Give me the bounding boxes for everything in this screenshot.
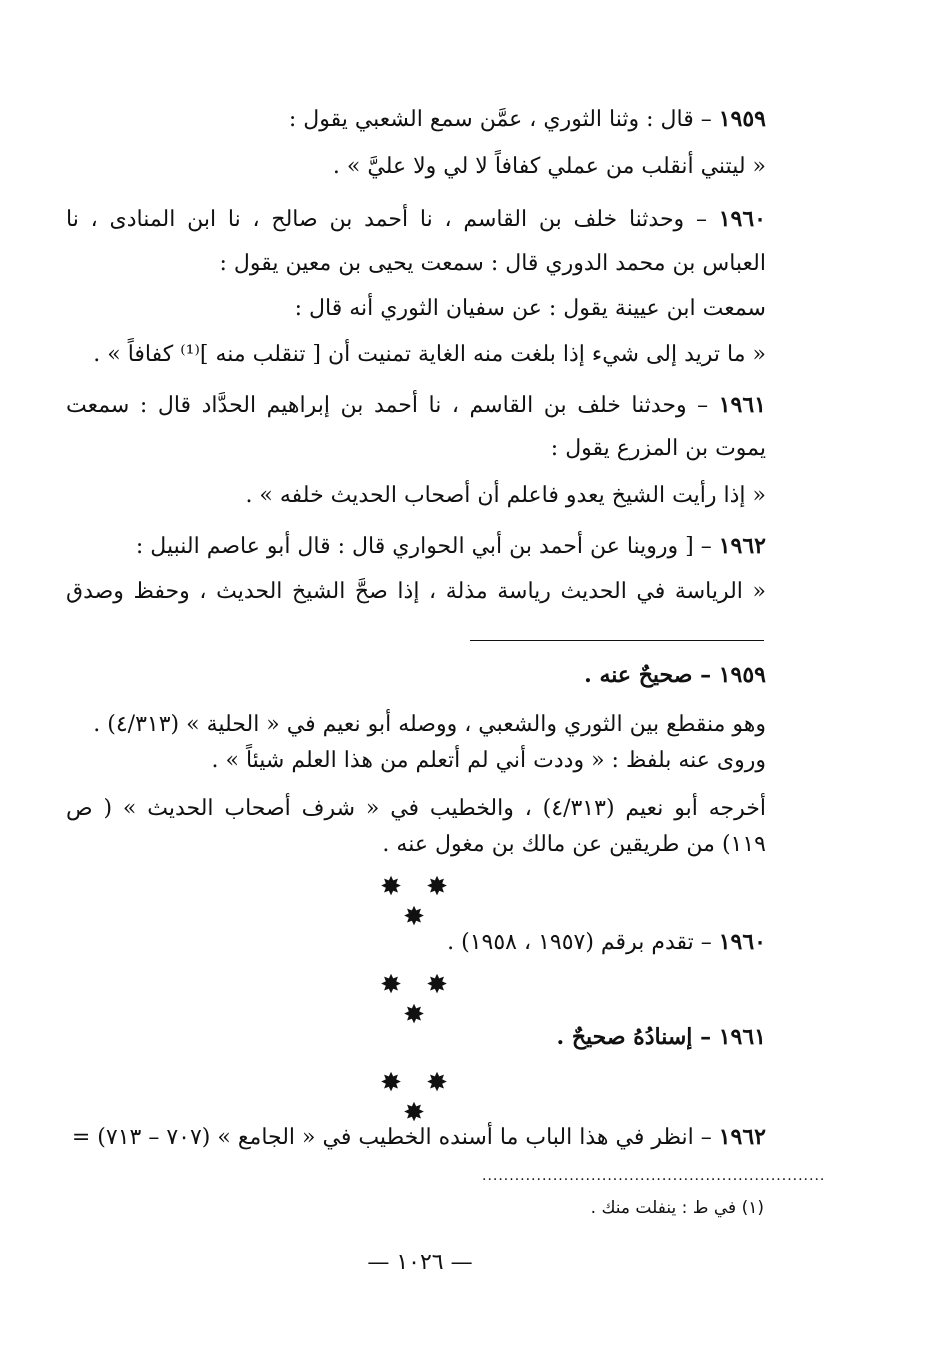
note-1959-line-1: وهو منقطع بين الثوري والشعبي ، ووصله أبو نعيم في « الحلية » (٤/٣١٣) . <box>93 712 766 737</box>
paragraph-1959-line-1: ١٩٥٩ – قال : وثنا الثوري ، عمَّن سمع الشعبي يقول : <box>288 106 766 132</box>
note-number: ١٩٥٩ <box>718 662 766 688</box>
hadith-number: ١٩٥٩ <box>718 106 766 132</box>
notes-separator <box>470 640 764 641</box>
paragraph-1960-line-1: ١٩٦٠ – وحدثنا خلف بن القاسم ، نا أحمد بن صالح ، نا ابن المنادى ، نا <box>66 206 766 232</box>
footnote-1: (١) في ط : ينفلت منك . <box>590 1198 764 1218</box>
note-1961: ١٩٦١ – إسنادُهُ صحيحٌ . <box>556 1024 766 1050</box>
footnote-separator-dots: ............................................................... <box>482 1168 826 1184</box>
note-1959-heading: ١٩٥٩ – صحيحٌ عنه . <box>584 662 766 688</box>
hadith-number: ١٩٦٢ <box>718 533 766 559</box>
note-1959-line-4: ١١٩) من طريقين عن مالك بن مغول عنه . <box>382 832 766 857</box>
note-1959-line-2: وروى عنه بلفظ : « وددت أني لم أتعلم من هذا العلم شيئاً » . <box>211 748 766 773</box>
paragraph-1962-line-2: « الرياسة في الحديث رياسة مذلة ، إذا صحَّ الشيخ الحديث ، وحفظ وصدق <box>66 579 766 604</box>
paragraph-1961-line-3: « إذا رأيت الشيخ يعدو فاعلم أن أصحاب الحديث خلفه » . <box>245 483 766 508</box>
paragraph-1960-line-4: « ما تريد إلى شيء إذا بلغت منه الغاية تمنيت أن [ تنقلب منه ]⁽¹⁾ كفافاً » . <box>93 342 766 367</box>
page-number: — ١٠٢٦ — <box>367 1250 473 1275</box>
paragraph-1960-line-2: العباس بن محمد الدوري قال : سمعت يحيى بن معين يقول : <box>219 251 766 276</box>
paragraph-1962-line-1: ١٩٦٢ – [ وروينا عن أحمد بن أبي الحواري قال : قال أبو عاصم النبيل : <box>135 533 766 559</box>
note-1962: ١٩٦٢ – انظر في هذا الباب ما أسنده الخطيب في « الجامع » (٧٠٧ – ٧١٣) = <box>71 1124 766 1150</box>
note-number: ١٩٦٢ <box>718 1124 766 1150</box>
section-divider-stars: ✸ ✸ ✸ <box>380 872 456 932</box>
hadith-number: ١٩٦١ <box>718 392 766 418</box>
note-1959-line-3: أخرجه أبو نعيم (٤/٣١٣) ، والخطيب في « شرف أصحاب الحديث » ( ص <box>66 796 766 821</box>
paragraph-1961-line-2: يموت بن المزرع يقول : <box>550 436 766 461</box>
paragraph-1961-line-1: ١٩٦١ – وحدثنا خلف بن القاسم ، نا أحمد بن إبراهيم الحدَّاد قال : سمعت <box>66 392 766 418</box>
section-divider-stars: ✸ ✸ ✸ <box>380 970 456 1030</box>
hadith-number: ١٩٦٠ <box>718 206 766 232</box>
section-divider-stars: ✸ ✸ ✸ <box>380 1068 456 1128</box>
paragraph-1959-line-2: « ليتني أنقلب من عملي كفافاً لا لي ولا عليَّ » . <box>332 154 766 179</box>
paragraph-1960-line-3: سمعت ابن عيينة يقول : عن سفيان الثوري أنه قال : <box>294 296 766 321</box>
note-1960: ١٩٦٠ – تقدم برقم (١٩٥٧ ، ١٩٥٨) . <box>447 929 766 955</box>
note-number: ١٩٦٠ <box>718 929 766 955</box>
note-number: ١٩٦١ <box>718 1024 766 1050</box>
